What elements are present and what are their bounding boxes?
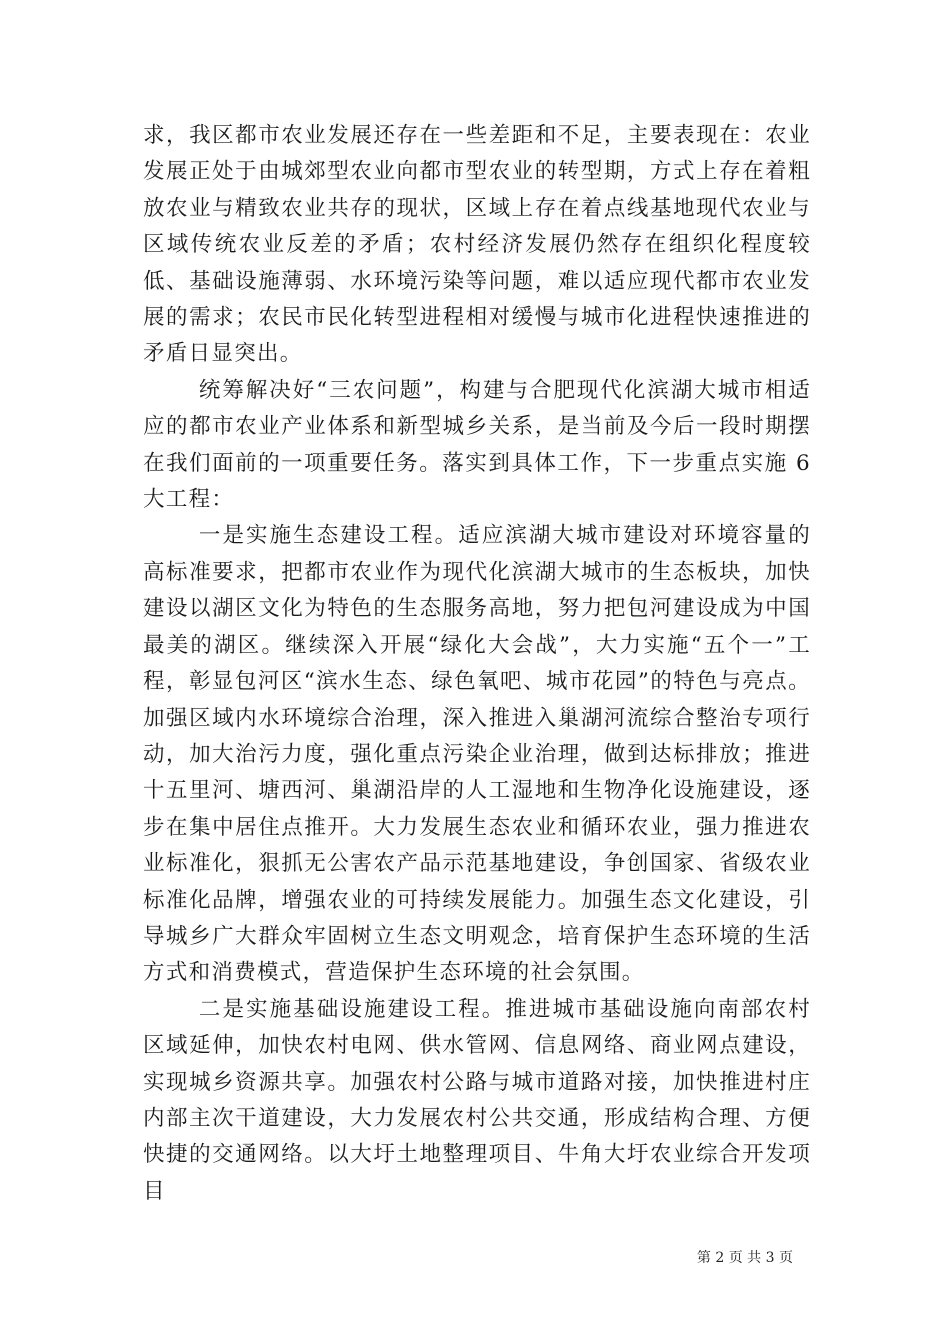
paragraph-2: 统筹解决好“三农问题”，构建与合肥现代化滨湖大城市相适应的都市农业产业体系和新型城乡关系，是当前及今后一段时期摆在我们面前的一项重要任务。落实到具体工作，下一步重点实施 6 大工程：: [143, 377, 811, 513]
paragraph-4: 二是实施基础设施建设工程。推进城市基础设施向南部农村区域延伸，加快农村电网、供水管网、信息网络、商业网点建设，实现城乡资源共享。加强农村公路与城市道路对接，加快推进村庄内部主次干道建设，大力发展农村公共交通，形成结构合理、方便快捷的交通网络。以大圩土地整理项目、牛角大圩农业综合开发项目: [143, 996, 811, 1204]
page-number-indicator: 第 2 页 共 3 页: [696, 1250, 793, 1266]
paragraph-3: 一是实施生态建设工程。适应滨湖大城市建设对环境容量的高标准要求，把都市农业作为现代化滨湖大城市的生态板块，加快建设以湖区文化为特色的生态服务高地，努力把包河建设成为中国最美的湖区。继续深入开展“绿化大会战”，大力实施“五个一”工程，彰显包河区“滨水生态、绿色氧吧、城市花园”的特色与亮点。加强区域内水环境综合治理，深入推进入巢湖河流综合整治专项行动，加大治污力度，强化重点污染企业治理，做到达标排放；推进十五里河、塘西河、巢湖沿岸的人工湿地和生物净化设施建设，逐步在集中居住点推开。大力发展生态农业和循环农业，强力推进农业标准化，狠抓无公害农产品示范基地建设，争创国家、省级农业标准化品牌，增强农业的可持续发展能力。加强生态文化建设，引导城乡广大群众牢固树立生态文明观念，培育保护生态环境的生活方式和消费模式，营造保护生态环境的社会氛围。: [143, 523, 811, 986]
document-body: [143, 118, 811, 1210]
paragraph-1: 求，我区都市农业发展还存在一些差距和不足，主要表现在：农业发展正处于由城郊型农业向都市型农业的转型期，方式上存在着粗放农业与精致农业共存的现状，区域上存在着点线基地现代农业与区域传统农业反差的矛盾；农村经济发展仍然存在组织化程度较低、基础设施薄弱、水环境污染等问题，难以适应现代都市农业发展的需求；农民市民化转型进程相对缓慢与城市化进程快速推进的矛盾日显突出。: [143, 123, 811, 367]
